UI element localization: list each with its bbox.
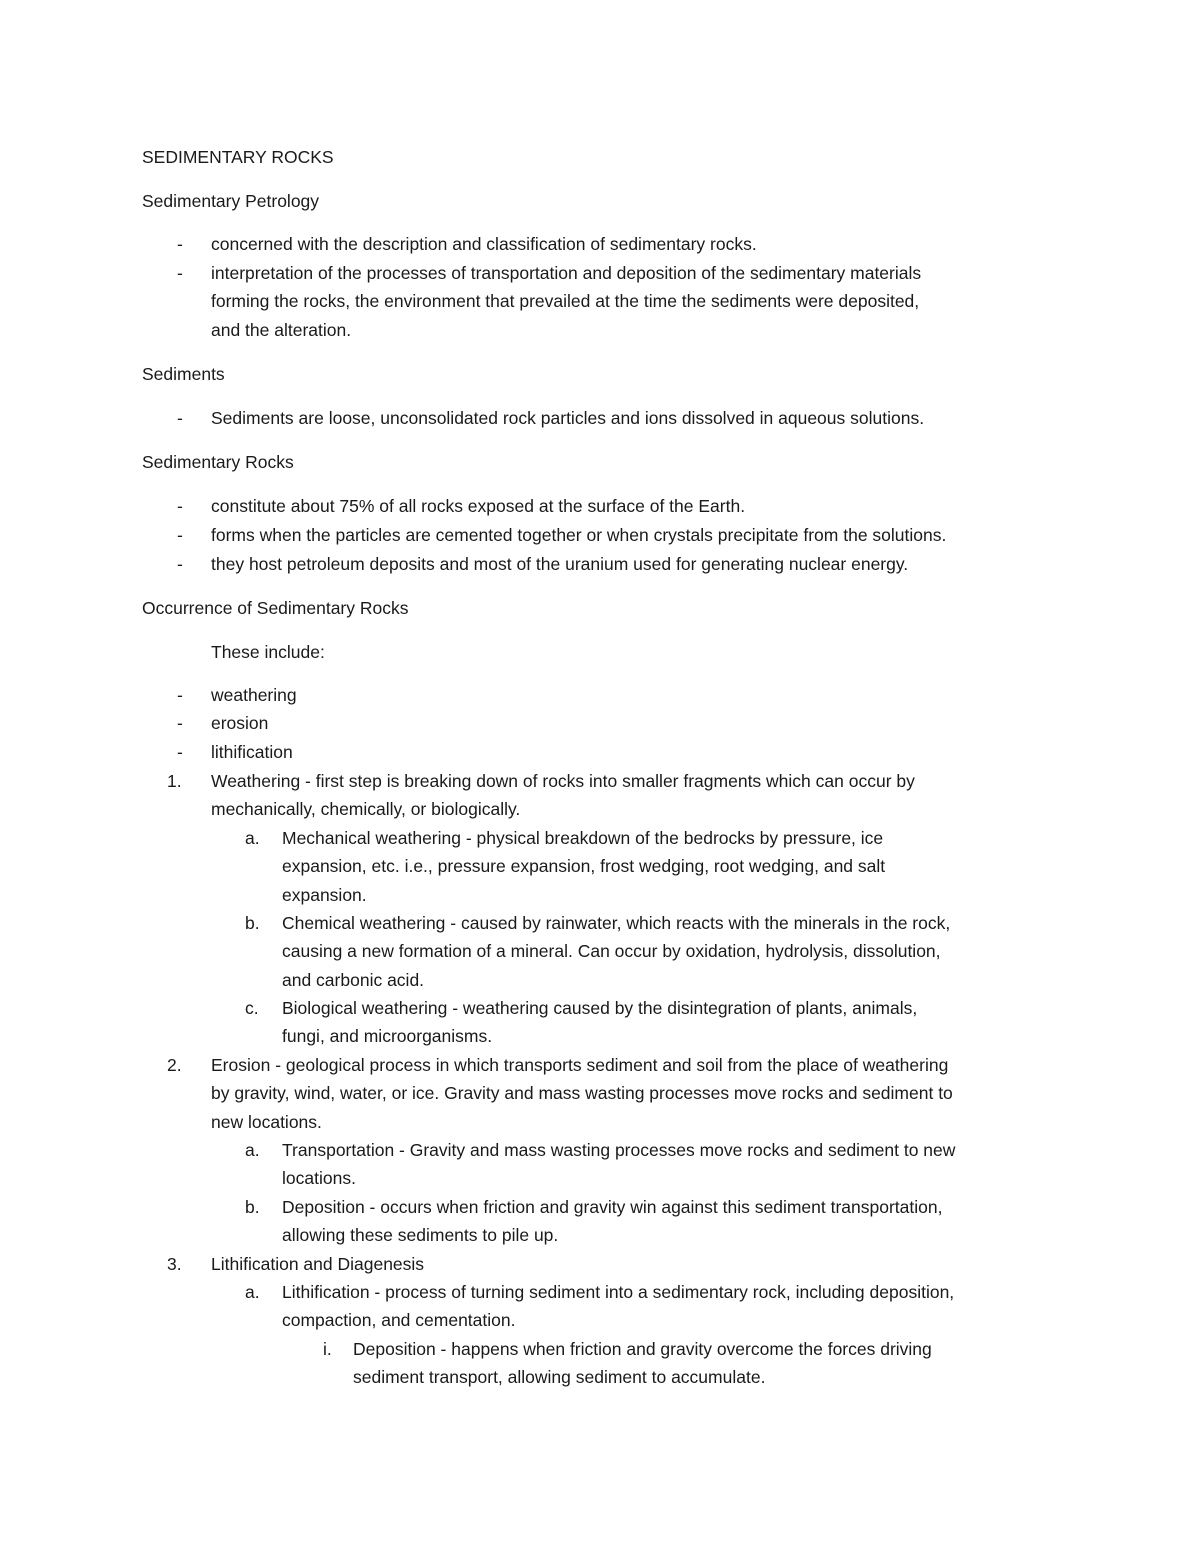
- sub-list-letter: a.: [245, 1140, 260, 1160]
- sub-item: Deposition - occurs when friction and gravity win against this sediment transportation,: [282, 1197, 943, 1217]
- sub-item: Lithification - process of turning sediment into a sedimentary rock, including deposition,: [282, 1282, 955, 1302]
- sub-item-continuation: allowing these sediments to pile up.: [282, 1225, 559, 1245]
- numbered-item-continuation: new locations.: [211, 1112, 322, 1132]
- sub-item: Biological weathering - weathering caused by the disintegration of plants, animals,: [282, 998, 918, 1018]
- sub-item-continuation: locations.: [282, 1168, 356, 1188]
- list-item: they host petroleum deposits and most of the uranium used for generating nuclear energy.: [211, 554, 909, 574]
- heading-sediments: Sediments: [142, 364, 225, 384]
- sub-item: Transportation - Gravity and mass wasting processes move rocks and sediment to new: [282, 1140, 956, 1160]
- bullet-marker: -: [177, 408, 183, 428]
- list-item: Sediments are loose, unconsolidated rock particles and ions dissolved in aqueous solutions.: [211, 408, 925, 428]
- bullet-marker: -: [177, 525, 183, 545]
- document-title: SEDIMENTARY ROCKS: [142, 147, 334, 167]
- sub-item: Chemical weathering - caused by rainwater, which reacts with the minerals in the rock,: [282, 913, 951, 933]
- heading-sedimentary-rocks: Sedimentary Rocks: [142, 452, 294, 472]
- numbered-item: Lithification and Diagenesis: [211, 1254, 425, 1274]
- numbered-item: Erosion - geological process in which transports sediment and soil from the place of weathering: [211, 1055, 949, 1075]
- bullet-marker: -: [177, 496, 183, 516]
- list-item: constitute about 75% of all rocks exposed at the surface of the Earth.: [211, 496, 746, 516]
- bullet-marker: -: [177, 742, 183, 762]
- list-item: erosion: [211, 713, 269, 733]
- bullet-marker: -: [177, 685, 183, 705]
- list-item-continuation: and the alteration.: [211, 320, 352, 340]
- sub-item-continuation: compaction, and cementation.: [282, 1310, 516, 1330]
- heading-occurrence: Occurrence of Sedimentary Rocks: [142, 598, 409, 618]
- list-item: forms when the particles are cemented together or when crystals precipitate from the solutions.: [211, 525, 947, 545]
- sub-sub-item-continuation: sediment transport, allowing sediment to accumulate.: [353, 1367, 766, 1387]
- list-item: weathering: [211, 685, 297, 705]
- list-number: 3.: [167, 1254, 182, 1274]
- sub-item-continuation: fungi, and microorganisms.: [282, 1026, 493, 1046]
- sub-list-letter: a.: [245, 1282, 260, 1302]
- sub-item-continuation: expansion.: [282, 885, 367, 905]
- sub-sub-item: Deposition - happens when friction and gravity overcome the forces driving: [353, 1339, 932, 1359]
- list-item: lithification: [211, 742, 293, 762]
- list-item: interpretation of the processes of transportation and deposition of the sedimentary materials: [211, 263, 922, 283]
- sub-item-continuation: and carbonic acid.: [282, 970, 425, 990]
- sub-item: Mechanical weathering - physical breakdown of the bedrocks by pressure, ice: [282, 828, 884, 848]
- numbered-item: Weathering - first step is breaking down of rocks into smaller fragments which can occur by: [211, 771, 915, 791]
- sub-sub-list-numeral: i.: [323, 1339, 332, 1359]
- bullet-marker: -: [177, 234, 183, 254]
- intro-text: These include:: [211, 642, 325, 662]
- heading-sedimentary-petrology: Sedimentary Petrology: [142, 191, 320, 211]
- sub-list-letter: a.: [245, 828, 260, 848]
- sub-list-letter: b.: [245, 1197, 260, 1217]
- bullet-marker: -: [177, 554, 183, 574]
- bullet-marker: -: [177, 263, 183, 283]
- sub-item-continuation: expansion, etc. i.e., pressure expansion, frost wedging, root wedging, and salt: [282, 856, 886, 876]
- numbered-item-continuation: mechanically, chemically, or biologically.: [211, 799, 521, 819]
- list-number: 2.: [167, 1055, 182, 1075]
- sub-list-letter: b.: [245, 913, 260, 933]
- bullet-marker: -: [177, 713, 183, 733]
- list-number: 1.: [167, 771, 182, 791]
- list-item: concerned with the description and classification of sedimentary rocks.: [211, 234, 757, 254]
- sub-list-letter: c.: [245, 998, 259, 1018]
- numbered-item-continuation: by gravity, wind, water, or ice. Gravity and mass wasting processes move rocks and sediment to: [211, 1083, 953, 1103]
- sub-item-continuation: causing a new formation of a mineral. Can occur by oxidation, hydrolysis, dissolution,: [282, 941, 941, 961]
- list-item-continuation: forming the rocks, the environment that prevailed at the time the sediments were deposited,: [211, 291, 920, 311]
